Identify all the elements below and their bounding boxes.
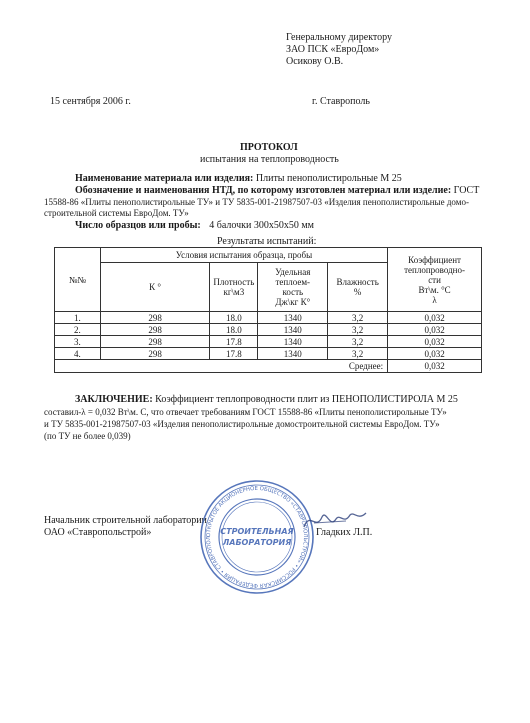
stamp-center-line-1: СТРОИТЕЛЬНАЯ (220, 527, 294, 536)
row-num: 4. (55, 348, 101, 360)
stamp-center-line-2: ЛАБОРАТОРИЯ (222, 538, 292, 547)
signature (300, 505, 370, 535)
material-value: Плиты пенополистирольные М 25 (255, 173, 402, 184)
row-coef: 0,032 (388, 324, 482, 336)
header-coefficient (388, 248, 482, 312)
protocol-title: ПРОТОКОЛ (240, 142, 298, 153)
conclusion-line-2: составил-λ = 0,032 Вт\м. С, что отвечает требованиям ГОСТ 15588-86 «Плиты пенополистирольные ТУ» (44, 407, 447, 417)
ntd-line-3: строительной системы ЕвроДом. ТУ» (44, 208, 189, 218)
table-average-row (55, 360, 482, 373)
signatory-line-2: ОАО «Ставропольстрой» (44, 527, 152, 538)
ntd-label: Обозначение и наименования НТД, по которому изготовлен материал или изделие: (75, 185, 452, 196)
row-heat: 1340 (258, 348, 328, 360)
row-density: 17.8 (210, 336, 258, 348)
row-coef: 0,032 (388, 312, 482, 324)
header-humidity-l2: % (353, 287, 362, 297)
document-date: 15 сентября 2006 г. (50, 96, 131, 107)
row-num: 1. (55, 312, 101, 324)
row-coef: 0,032 (388, 348, 482, 360)
table-row (55, 336, 482, 348)
results-title: Результаты испытаний: (217, 236, 317, 247)
row-density: 18.0 (210, 312, 258, 324)
row-num: 2. (55, 324, 101, 336)
row-humidity: 3,2 (328, 312, 388, 324)
row-k: 298 (100, 336, 210, 348)
row-k: 298 (100, 348, 210, 360)
row-coef: 0,032 (388, 336, 482, 348)
header-density-l1: Плотность (213, 277, 255, 287)
conclusion-label: ЗАКЛЮЧЕНИЕ: (75, 394, 153, 405)
row-heat: 1340 (258, 336, 328, 348)
row-humidity: 3,2 (328, 348, 388, 360)
header-heat-l2: теплоем- (275, 277, 311, 287)
header-coef-l1: Коэффициент (408, 254, 461, 265)
addressee-line-2: ЗАО ПСК «ЕвроДом» (286, 44, 380, 55)
stamp-ring-text: ОТКРЫТОЕ АКЦИОНЕРНОЕ ОБЩЕСТВО «СТАВРОПОЛЬСТРОЙ» • РОССИЙСКАЯ ФЕДЕРАЦИЯ • СТАВРОПОЛ (205, 485, 309, 589)
ntd-line-1 (75, 185, 479, 197)
row-humidity: 3,2 (328, 324, 388, 336)
average-label: Среднее: (55, 360, 388, 373)
header-humidity (328, 263, 388, 312)
conclusion-line-1 (75, 394, 458, 406)
row-k: 298 (100, 324, 210, 336)
header-heat-l4: Дж\кг К° (275, 297, 311, 307)
table-row (55, 324, 482, 336)
row-density: 18.0 (210, 324, 258, 336)
addressee-line-1: Генеральному директору (286, 32, 393, 43)
ntd-value-1: ГОСТ (453, 185, 480, 196)
ntd-line-2: 15588-86 «Плиты пенополистирольные ТУ» и ТУ 5835-001-21987507-03 «Изделия пенополистирольные домо- (44, 197, 469, 207)
header-coef-l4: Вт\м. °С (418, 284, 451, 295)
table-row (55, 348, 482, 360)
material-label: Наименование материала или изделия: (75, 173, 254, 184)
header-heat (258, 263, 328, 312)
conclusion-text-1: Коэффициент теплопроводности плит из ПЕНОПОЛИСТИРОЛА М 25 (155, 394, 458, 405)
material-line (75, 173, 402, 185)
stamp-seal (198, 478, 316, 596)
results-table (54, 247, 482, 373)
header-density-l2: кг\м3 (223, 287, 245, 297)
header-humidity-l1: Влажность (336, 277, 379, 287)
header-density (210, 263, 258, 312)
samples-label: Число образцов или пробы: (75, 220, 201, 231)
header-heat-l1: Удельная (275, 267, 311, 277)
row-heat: 1340 (258, 312, 328, 324)
row-num: 3. (55, 336, 101, 348)
table-row (55, 312, 482, 324)
samples-value: 4 балочки 300х50х50 мм (209, 220, 314, 231)
header-k: К ° (100, 263, 210, 312)
header-conditions: Условия испытания образца, пробы (100, 248, 387, 263)
signatory-name: Гладких Л.П. (316, 527, 373, 538)
document-city: г. Ставрополь (312, 96, 370, 107)
header-heat-l3: кость (282, 287, 304, 297)
conclusion-line-3: и ТУ 5835-001-21987507-03 «Изделия пенополистирольные домостроительной системы ЕвроДом. ТУ» (44, 419, 440, 429)
conclusion-line-4: (по ТУ не более 0,039) (44, 431, 131, 441)
row-heat: 1340 (258, 324, 328, 336)
table-header-row-1 (55, 248, 482, 263)
header-coef-l5: λ (432, 294, 437, 305)
signatory-line-1: Начальник строительной лаборатории (44, 515, 207, 526)
header-num: №№ (55, 248, 101, 312)
addressee-line-3: Осикову О.В. (286, 56, 344, 67)
samples-line (75, 220, 314, 232)
header-coef-l2: теплопроводно- (404, 264, 465, 275)
row-humidity: 3,2 (328, 336, 388, 348)
row-k: 298 (100, 312, 210, 324)
header-coef-l3: сти (428, 274, 441, 285)
protocol-subtitle: испытания на теплопроводность (200, 154, 339, 165)
row-density: 17.8 (210, 348, 258, 360)
average-value: 0,032 (388, 360, 482, 373)
